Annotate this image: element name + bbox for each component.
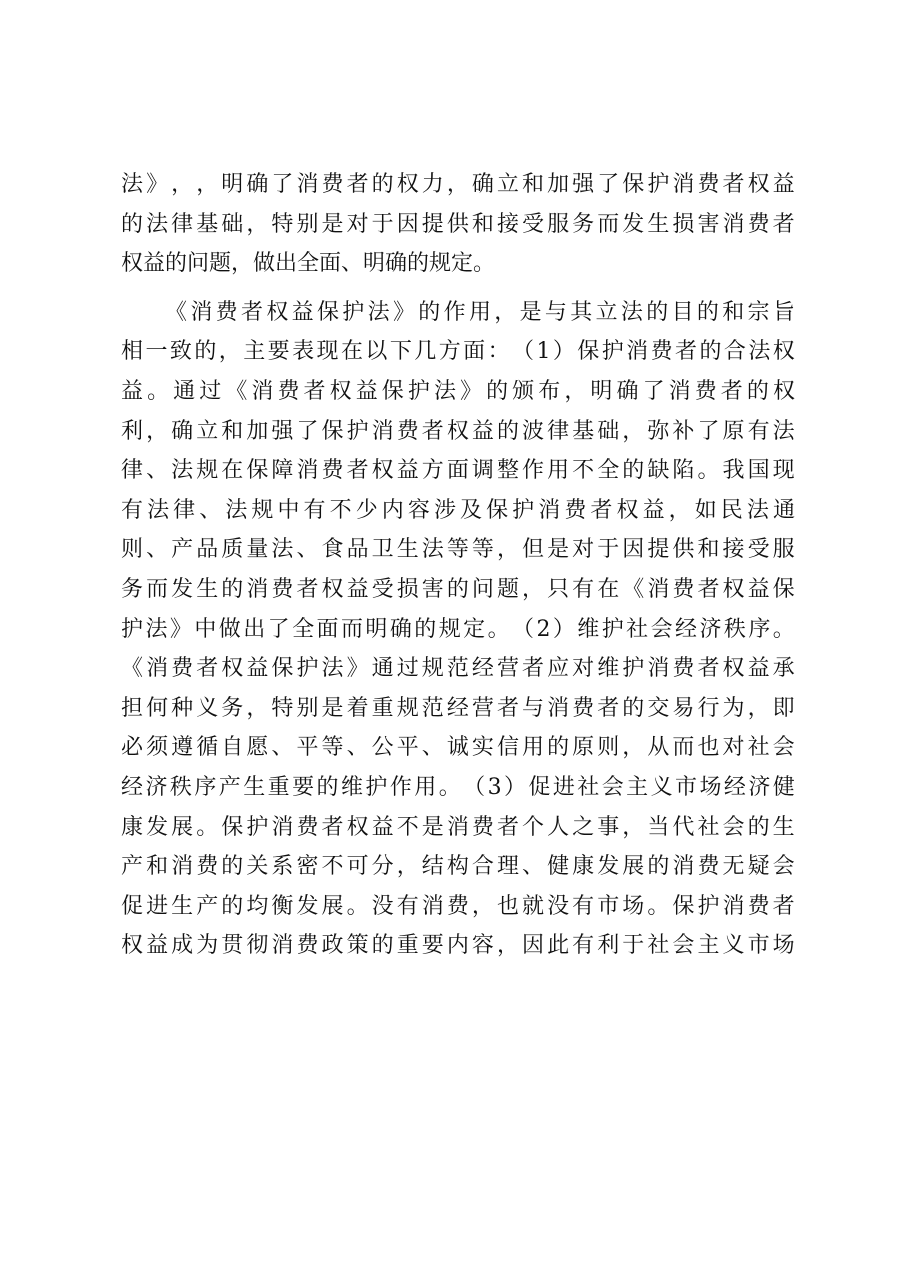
text-line: 康 发 展 。 保 护 消 费 者 权 益 不 是 消 费 者 个 人 之 事 ， 当 代 社 会 的 生: [121, 814, 795, 840]
text-line: 法 》 ， ， 明 确 了 消 费 者 的 权 力 ， 确 立 和 加 强 了 保 护 消 费 者 权 益: [121, 172, 795, 197]
text-line: 产 和 消 费 的 关 系 密 不 可 分 ， 结 构 合 理 、 健 康 发 展 的 消 费 无 疑 会: [121, 854, 795, 880]
text-line: 促 进 生 产 的 均 衡 发 展 。 没 有 消 费 ， 也 就 没 有 市 场 。 保 护 消 费 者: [121, 893, 795, 919]
text-line: 担 何 种 义 务 ， 特 别 是 着 重 规 范 经 营 者 与 消 费 者 的 交 易 行 为 ， 即: [121, 695, 795, 721]
text-line: 有 法 律 、 法 规 中 有 不 少 内 容 涉 及 保 护 消 费 者 权 益 ， 如 民 法 通: [121, 497, 795, 523]
text-line: 《 消 费 者 权 益 保 护 法 》 的 作 用 ， 是 与 其 立 法 的 目 的 和 宗 旨: [165, 299, 795, 325]
text-line: 权 益 成 为 贯 彻 消 费 政 策 的 重 要 内 容 ， 因 此 有 利 于 社 会 主 义 市 场: [121, 933, 795, 959]
text-line: 利 ， 确 立 和 加 强 了 保 护 消 费 者 权 益 的 波 律 基 础 ， 弥 补 了 原 有 法: [121, 418, 795, 444]
text-line: 《 消 费 者 权 益 保 护 法 》 通 过 规 范 经 营 者 应 对 维 护 消 费 者 权 益 承: [121, 656, 795, 682]
text-line: 律 、 法 规 在 保 障 消 费 者 权 益 方 面 调 整 作 用 不 全 的 缺 陷 。 我 国 现: [121, 458, 795, 484]
text-line: 权益的问题，做出全面、明确的规定。: [121, 251, 496, 277]
paragraph-1: [121, 165, 795, 284]
paragraph-2: [121, 293, 795, 966]
body-text: [121, 165, 795, 966]
text-line: 相 一 致 的 ， 主 要 表 现 在 以 下 几 方 面 ： （ 1 ） 保 护 消 费 者 的 合 法 权: [121, 339, 795, 365]
text-line: 则 、 产 品 质 量 法 、 食 品 卫 生 法 等 等 ， 但 是 对 于 因 提 供 和 接 受 服: [121, 537, 795, 563]
text-line: 益 。 通 过 《 消 费 者 权 益 保 护 法 》 的 颁 布 ， 明 确 了 消 费 者 的 权: [121, 378, 795, 404]
text-line: 护 法 》 中 做 出 了 全 面 而 明 确 的 规 定 。 （ 2 ） 维 护 社 会 经 济 秩 序 。: [121, 616, 795, 642]
text-line: 的 法 律 基 础 ， 特 别 是 对 于 因 提 供 和 接 受 服 务 而 发 生 损 害 消 费 者: [121, 211, 795, 237]
text-line: 必 须 遵 循 自 愿 、 平 等 、 公 平 、 诚 实 信 用 的 原 则 ， 从 而 也 对 社 会: [121, 735, 795, 761]
text-line: 经 济 秩 序 产 生 重 要 的 维 护 作 用 。 （ 3 ） 促 进 社 会 主 义 市 场 经 济 健: [121, 774, 795, 800]
text-line: 务 而 发 生 的 消 费 者 权 益 受 损 害 的 问 题 ， 只 有 在 《 消 费 者 权 益 保: [121, 576, 795, 602]
